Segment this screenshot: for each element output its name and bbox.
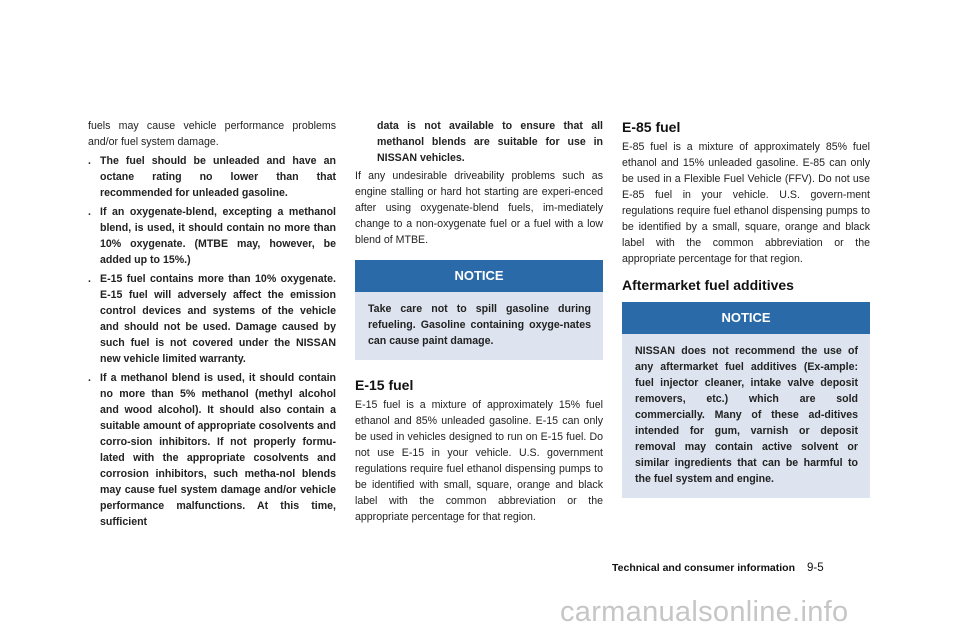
notice-title: NOTICE (622, 302, 870, 334)
intro-paragraph: fuels may cause vehicle performance problems and/or fuel system damage. (88, 120, 336, 148)
bullet-item (88, 153, 336, 201)
notice-box (622, 302, 870, 498)
e15-paragraph: E-15 fuel is a mixture of approximately 15% fuel ethanol and 85% unleaded gasoline. E-15 can only be used in vehicles designed to run on E-15 fuel. Do not use E-15 in your vehicle. U.S. government regulations require fuel ethanol dispensing pumps to be identified with small, square, orange and black label with the common abbreviation or the appropriate percentage for that region. (355, 399, 603, 523)
bullet-marker: . (88, 372, 91, 384)
bullet-text: If a methanol blend is used, it should contain no more than 5% methanol (methyl alcohol and wood alcohol). It should also contain a suitable amount of appropriate cosolvents and corro-sion inhibitors. If not properly formu-lated with the appropriate cosolvents and corrosion inhibitors, such metha-nol blends may cause fuel system damage and/or vehicle performance malfunctions. At this time, sufficient (100, 372, 336, 528)
footer-section-title: Technical and consumer information (612, 562, 796, 574)
bullet-text: If an oxygenate-blend, excepting a methanol blend, is used, it should contain no more than 10% oxygenate. (MTBE may, however, be added up to 15%.) (100, 206, 336, 266)
notice-box (355, 260, 603, 360)
bullet-marker: . (88, 206, 91, 218)
aftermarket-heading: Aftermarket fuel additives (622, 277, 794, 293)
e15-heading: E-15 fuel (355, 377, 414, 393)
notice-text: Take care not to spill gasoline during refueling. Gasoline containing oxyge-nates can cause paint damage. (368, 303, 591, 347)
column-left (88, 118, 336, 530)
bullet-text: The fuel should be unleaded and have an octane rating no lower than that recommended for unleaded gasoline. (100, 155, 336, 199)
bullet-text: E-15 fuel contains more than 10% oxygenate. E-15 fuel will adversely affect the emission control devices and systems of the vehicle and should not be used. Damage caused by such fuel is not covered under the NISSAN new vehicle limited warranty. (100, 273, 336, 365)
column-middle (355, 118, 603, 525)
e85-paragraph: E-85 fuel is a mixture of approximately 85% fuel ethanol and 15% unleaded gasoline. E-85 can only be used in a Flexible Fuel Vehicle (FFV). Do not use E-85 fuel in your vehicle. U.S. govern-ment regulations require fuel ethanol dispensing pumps to be identified by a small, square, orange and black label with the common abbreviation or the appropriate percentage for that region. (622, 141, 870, 265)
driveability-paragraph: If any undesirable driveability problems such as engine stalling or hard hot starting are experi-enced after using oxygenate-blend fuels, im-mediately change to a non-oxygenate fuel or a fuel with a low blend of MTBE. (355, 170, 603, 246)
bullet-continuation: data is not available to ensure that all methanol blends are suitable for use in NISSAN vehicles. (377, 120, 603, 164)
bullet-item (88, 204, 336, 268)
watermark: carmanualsonline.info (560, 596, 849, 628)
bullet-marker: . (88, 273, 91, 285)
column-right (622, 118, 870, 498)
notice-text: NISSAN does not recommend the use of any aftermarket fuel additives (Ex-ample: fuel injector cleaner, intake valve deposit removers, etc.) which are sold commercially. Many of these ad-ditives intended for gum, varnish or deposit removal may contain active solvent or similar ingredients that can be harmful to the fuel system and engine. (635, 345, 858, 485)
page-number: 9-5 (807, 562, 824, 574)
bullet-item (88, 370, 336, 530)
page-footer (612, 562, 824, 574)
bullet-marker: . (88, 155, 91, 167)
notice-title: NOTICE (355, 260, 603, 292)
e85-heading: E-85 fuel (622, 119, 681, 135)
bullet-item (88, 271, 336, 367)
